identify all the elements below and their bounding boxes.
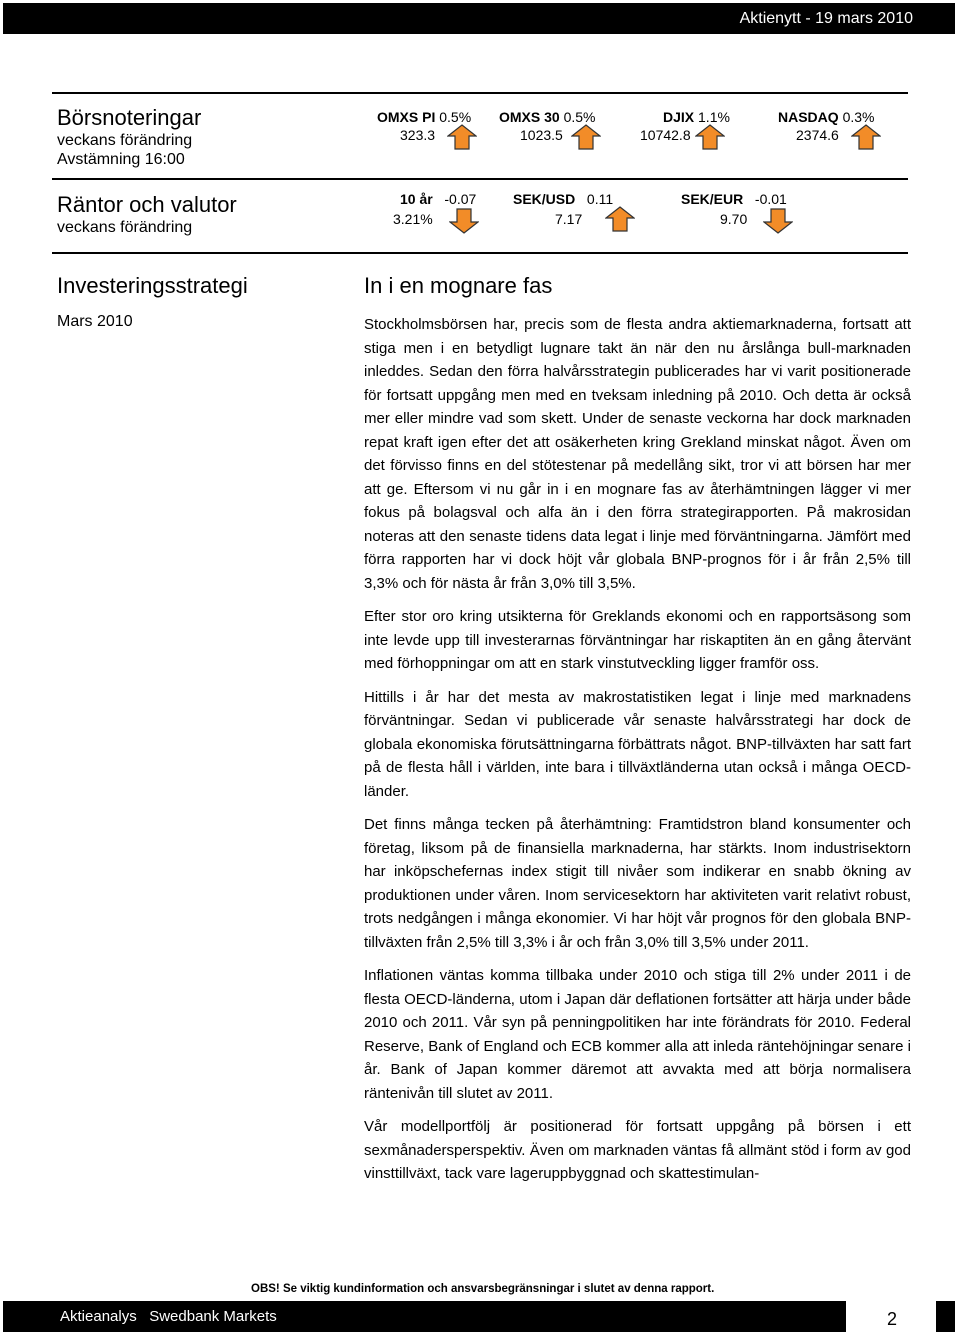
report-date: Mars 2010	[57, 313, 133, 330]
ticker-name: OMXS 30	[499, 109, 560, 125]
article-paragraph: Det finns många tecken på återhämtning: Framtidstron bland konsumenter och företag, liksom på de finansiella marknaderna, har stärkts. Inom industrisektorn har inköpschefernas index stigit till nivåer som indikerar en snabb ökning av produktionen under våren. Inom servicesektorn har aktiviteten varit relativt robust, trots nedgången i många ekonomier. Vi har höjt vår prognos för den globala BNP-tillväxten från 2,5% till 3,3% i år och från 3,0% till 3,5% under 2011.	[364, 816, 911, 951]
divider	[52, 92, 908, 94]
ticker-name: OMXS PI	[377, 109, 436, 125]
arrow-down-icon	[449, 208, 479, 234]
page-number: 2	[887, 1309, 898, 1329]
strategy-title: Investeringsstrategi	[57, 273, 248, 298]
report-title: Aktienytt - 19 mars 2010	[739, 10, 913, 27]
listings-subtitle: veckans förändring	[57, 132, 193, 149]
ticker-change: 0.5%	[563, 109, 596, 125]
article-paragraph: Stockholmsbörsen har, precis som de flesta andra aktiemarknaderna, fortsatt att stiga men i en betydligt lugnare takt än när den nu årslånga bull-marknaden inleddes. Sedan den förra halvårsstrategin publicerades har vi varit positionerade för fortsatt uppgång men med en tveksam inledning på 2010. Och detta är också mer eller mindre vad som skett. Under de senaste veckorna har dock marknaden repat kraft igen efter det att osäkerheten kring Grekland minskat något. Även om det förvisso finns en del stötestenar på medellång sikt, tror vi att börsen har mer att ge. Eftersom vi nu går in i en mognare fas av återhämtningen lägger vi mer fokus på bolagsval och alfa än i den förra strategirapporten. På makrosidan noteras att den senaste tidens data legat i linje med förväntningarna. Jämfört med förra rapporten har vi dock höjt vår globala BNP-prognos för i år från 2,5% till 3,3% och för nästa år från 3,0% till 3,5%.	[364, 316, 911, 592]
rate-change: -0.01	[754, 191, 787, 207]
page-number-box	[846, 1301, 936, 1335]
listings-time: Avstämning 16:00	[57, 151, 185, 168]
rate-change: -0.07	[444, 191, 477, 207]
divider	[52, 178, 908, 180]
arrow-down-icon	[763, 208, 793, 234]
article-paragraph: Inflationen väntas komma tillbaka under 2010 och stiga till 2% under 2011 i de flesta OECD-länderna, utom i Japan där deflationen fortsätter att härja under både 2010 och 2011. Vår syn på penningpolitiken har inte förändrats för 2010. Federal Reserve, Bank of England och ECB kommer alla att inleda räntehöjningar senare i år. Bank of Japan kommer däremot att avvakta med att börja normalisera räntenivån till slutet av 2011.	[364, 967, 911, 1102]
ticker-change: 0.5%	[439, 109, 472, 125]
ticker-name: NASDAQ	[778, 109, 839, 125]
article-title: In i en mognare fas	[364, 273, 553, 298]
footer-brand: Aktieanalys Swedbank Markets	[60, 1308, 277, 1325]
ticker-value: 323.3	[400, 127, 436, 143]
divider	[52, 252, 908, 254]
article-paragraph: Efter stor oro kring utsikterna för Greklands ekonomi och en rapportsäsong som inte levde upp till investerarnas förväntningar har riskaptiten än en gång återvänt med förhoppningar om att en stark vinstutveckling ligger framför oss.	[364, 608, 911, 672]
article-paragraph: Vår modellportfölj är positionerad för fortsatt uppgång på börsen i ett sexmånadersperspektiv. Även om marknaden väntas få allmänt stöd i form av god vinsttillväxt, tack vare lageruppbyggnad och skattestimulan-	[364, 1118, 911, 1182]
rate-value: 7.17	[555, 211, 583, 227]
ticker-change: 0.3%	[842, 109, 875, 125]
rate-name: SEK/EUR	[681, 191, 744, 207]
article-body	[364, 313, 911, 1196]
arrow-up-icon	[447, 124, 477, 150]
ticker-value: 1023.5	[520, 127, 563, 143]
ticker-change: 1.1%	[698, 109, 730, 125]
arrow-up-icon	[851, 124, 881, 150]
ticker-name: DJIX	[663, 109, 695, 125]
rate-value: 3.21%	[393, 211, 433, 227]
rate-change: 0.11	[586, 191, 614, 207]
header-bar	[3, 3, 955, 34]
rate-value: 9.70	[720, 211, 748, 227]
rates-title: Räntor och valutor	[57, 192, 237, 217]
rate-name: SEK/USD	[513, 191, 576, 207]
article-paragraph: Hittills i år har det mesta av makrostatistiken legat i linje med marknadens förväntningar. Sedan vi publicerade vår senaste halvårsstrategi har dock de globala ekonomiska förutsättningarna förbättrats något. BNP-tillväxten har satt fart på de flesta håll i världen, inte bara i tillväxtländerna utan också i många OECD-länder.	[364, 688, 911, 800]
ticker-value: 2374.6	[796, 127, 839, 143]
rate-name: 10 år	[400, 191, 433, 207]
arrow-up-icon	[605, 206, 635, 232]
arrow-up-icon	[695, 124, 725, 150]
footer-bar	[3, 1301, 955, 1332]
arrow-up-icon	[571, 124, 601, 150]
rates-subtitle: veckans förändring	[57, 219, 193, 236]
listings-title: Börsnoteringar	[57, 105, 202, 130]
ticker-value: 10742.8	[640, 127, 691, 143]
disclaimer-notice: OBS! Se viktig kundinformation och ansvarsbegränsningar i slutet av denna rapport.	[251, 1283, 715, 1295]
